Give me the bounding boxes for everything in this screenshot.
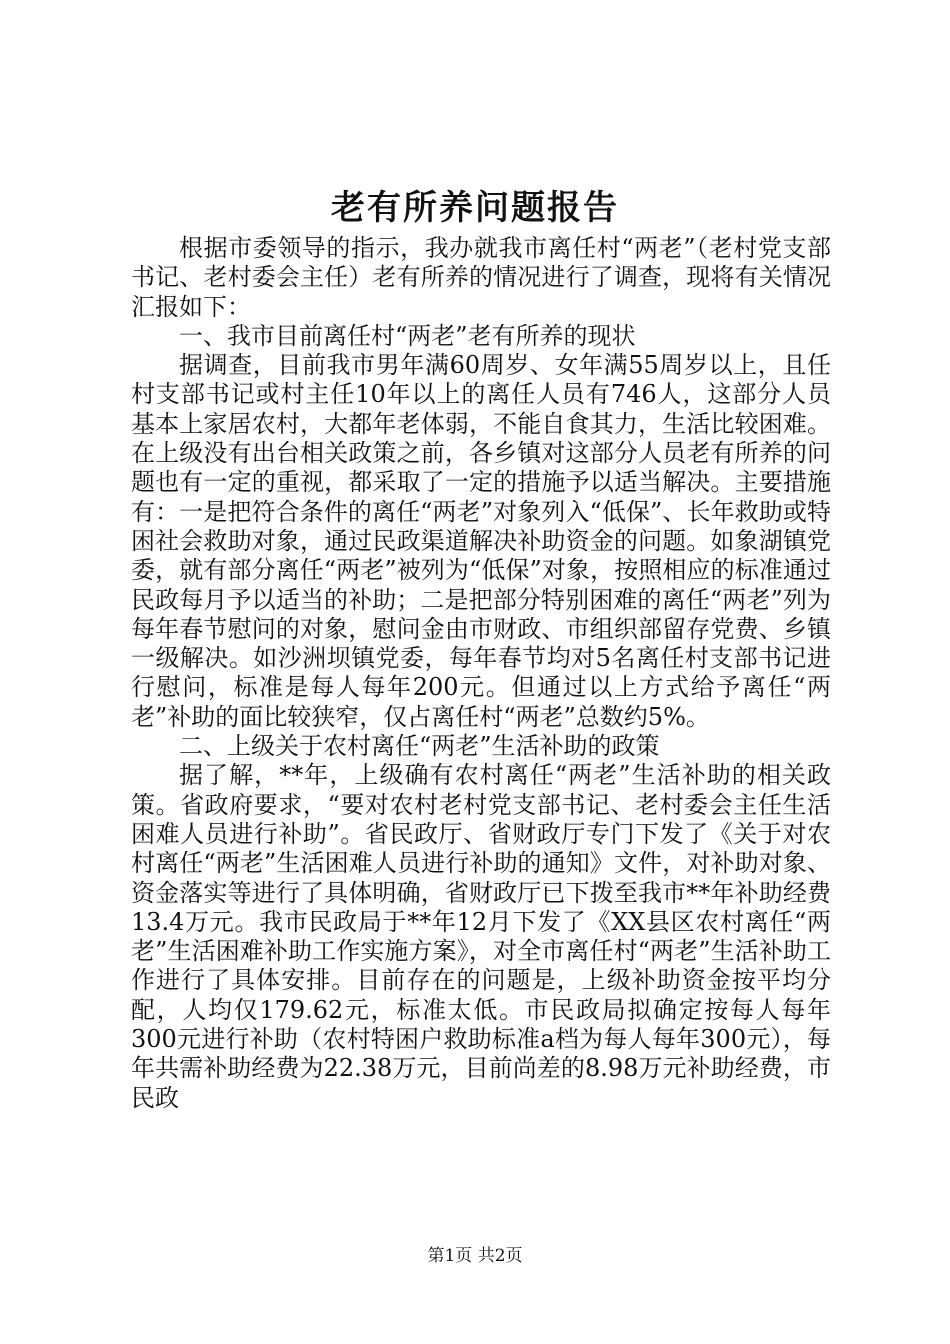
section-heading-1: 一、我市目前离任村“两老”老有所养的现状 bbox=[179, 321, 636, 350]
section-2-paragraph: 据了解，**年，上级确有农村离任“两老”生活补助的相关政策。省政府要求，“要对农村老村党支部书记、老村委会主任生活困难人员进行补助”。省民政厅、省财政厅专门下发了《关于对农村离任“两老”生活困难人员进行补助的通知》文件，对补助对象、资金落实等进行了具体明确，省财政厅已下拨至我市**年补助经费13.4万元。我市民政局于**年12月下发了《XX县区农村离任“两老”生活困难补助工作实施方案》，对全市离任村“两老”生活补助工作进行了具体安排。目前存在的问题是，上级补助资金按平均分配，人均仅179.62元，标准太低。市民政局拟确定按每人每年300元进行补助（农村特困户救助标准a档为每人每年300元），每年共需补助经费为22.38万元，目前尚差的8.98万元补助经费，市民政 bbox=[131, 761, 831, 1112]
section-heading-2: 二、上级关于农村离任“两老”生活补助的政策 bbox=[179, 732, 660, 761]
section-1-paragraph: 据调查，目前我市男年满60周岁、女年满55周岁以上，且任村支部书记或村主任10年以上的离任人员有746人，这部分人员基本上家居农村，大都年老体弱，不能自食其力，生活比较困难。在上级没有出台相关政策之前，各乡镇对这部分人员老有所养的问题也有一定的重视，都采取了一定的措施予以适当解决。主要措施有：一是把符合条件的离任“两老”对象列入“低保”、长年救助或特困社会救助对象，通过民政渠道解决补助资金的问题。如象湖镇党委，就有部分离任“两老”被列为“低保”对象，按照相应的标准通过民政每月予以适当的补助；二是把部分特别困难的离任“两老”列为每年春节慰问的对象，慰问金由市财政、市组织部留存党费、乡镇一级解决。如沙洲坝镇党委，每年春节均对5名离任村支部书记进行慰问，标准是每人每年200元。但通过以上方式给予离任“两老”补助的面比较狭窄，仅占离任村“两老”总数约5%。 bbox=[131, 351, 831, 731]
document-body bbox=[131, 234, 831, 1113]
intro-paragraph: 根据市委领导的指示，我办就我市离任村“两老”（老村党支部书记、老村委会主任）老有所养的情况进行了调查，现将有关情况汇报如下： bbox=[131, 234, 831, 321]
document-title: 老有所养问题报告 bbox=[331, 188, 619, 228]
page-footer: 第1页 共2页 bbox=[427, 1246, 523, 1266]
